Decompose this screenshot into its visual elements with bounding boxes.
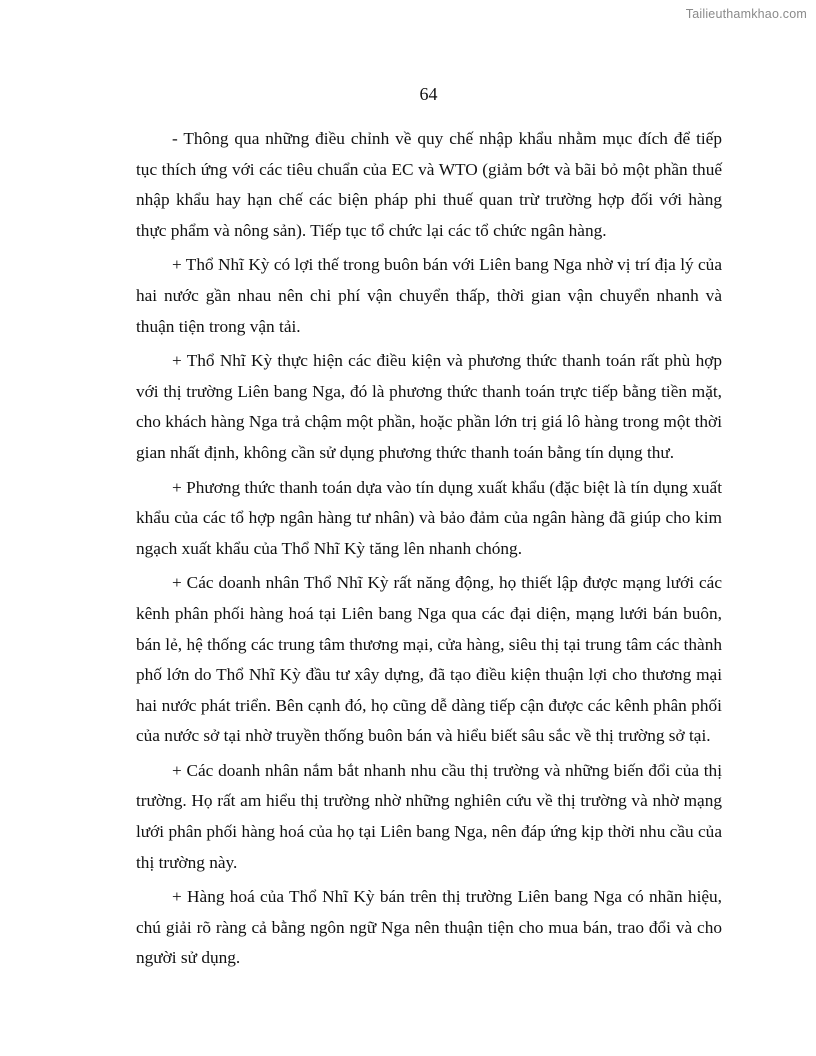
paragraph-7: + Hàng hoá của Thổ Nhĩ Kỳ bán trên thị trường Liên bang Nga có nhãn hiệu, chú giải rõ ràng cả bằng ngôn ngữ Nga nên thuận tiện cho mua bán, trao đổi và cho người sử dụng. bbox=[136, 887, 722, 968]
paragraph-4: + Phương thức thanh toán dựa vào tín dụng xuất khẩu (đặc biệt là tín dụng xuất khẩu của các tổ hợp ngân hàng tư nhân) và bảo đảm của ngân hàng đã giúp cho kim ngạch xuất khẩu của Thổ Nhĩ Kỳ tăng lên nhanh chóng. bbox=[136, 477, 722, 558]
document-body bbox=[136, 124, 722, 978]
page-number: 64 bbox=[419, 84, 438, 104]
paragraph-5: + Các doanh nhân Thổ Nhĩ Kỳ rất năng động, họ thiết lập được mạng lưới các kênh phân phối hàng hoá tại Liên bang Nga qua các đại diện, mạng lưới bán buôn, bán lẻ, hệ thống các trung tâm thương mại, cửa hàng, siêu thị tại trung tâm các thành phố lớn do Thổ Nhĩ Kỳ đầu tư xây dựng, đã tạo điều kiện thuận lợi cho thương mại hai nước phát triển. Bên cạnh đó, họ cũng dễ dàng tiếp cận được các kênh phân phối của nước sở tại nhờ truyền thống buôn bán và hiểu biết sâu sắc về thị trường sở tại. bbox=[136, 573, 722, 746]
watermark-text: Tailieuthamkhao.com bbox=[685, 7, 807, 21]
paragraph-6: + Các doanh nhân nắm bắt nhanh nhu cầu thị trường và những biến đổi của thị trường. Họ rất am hiểu thị trường nhờ những nghiên cứu về thị trường và nhờ mạng lưới phân phối hàng hoá của họ tại Liên bang Nga, nên đáp ứng kịp thời nhu cầu của thị trường này. bbox=[136, 760, 722, 872]
paragraph-1: - Thông qua những điều chỉnh về quy chế nhập khẩu nhằm mục đích để tiếp tục thích ứng với các tiêu chuẩn của EC và WTO (giảm bớt và bãi bỏ một phần thuế nhập khẩu hay hạn chế các biện pháp phi thuế quan trừ trường hợp đối với hàng thực phẩm và nông sản). Tiếp tục tổ chức lại các tổ chức ngân hàng. bbox=[136, 129, 722, 240]
paragraph-2: + Thổ Nhĩ Kỳ có lợi thế trong buôn bán với Liên bang Nga nhờ vị trí địa lý của hai nước gần nhau nên chi phí vận chuyển thấp, thời gian vận chuyển nhanh và thuận tiện trong vận tải. bbox=[136, 255, 722, 336]
paragraph-3: + Thổ Nhĩ Kỳ thực hiện các điều kiện và phương thức thanh toán rất phù hợp với thị trường Liên bang Nga, đó là phương thức thanh toán trực tiếp bằng tiền mặt, cho khách hàng Nga trả chậm một phần, hoặc phần lớn trị giá lô hàng trong một thời gian nhất định, không cần sử dụng phương thức thanh toán bằng tín dụng thư. bbox=[136, 351, 722, 462]
